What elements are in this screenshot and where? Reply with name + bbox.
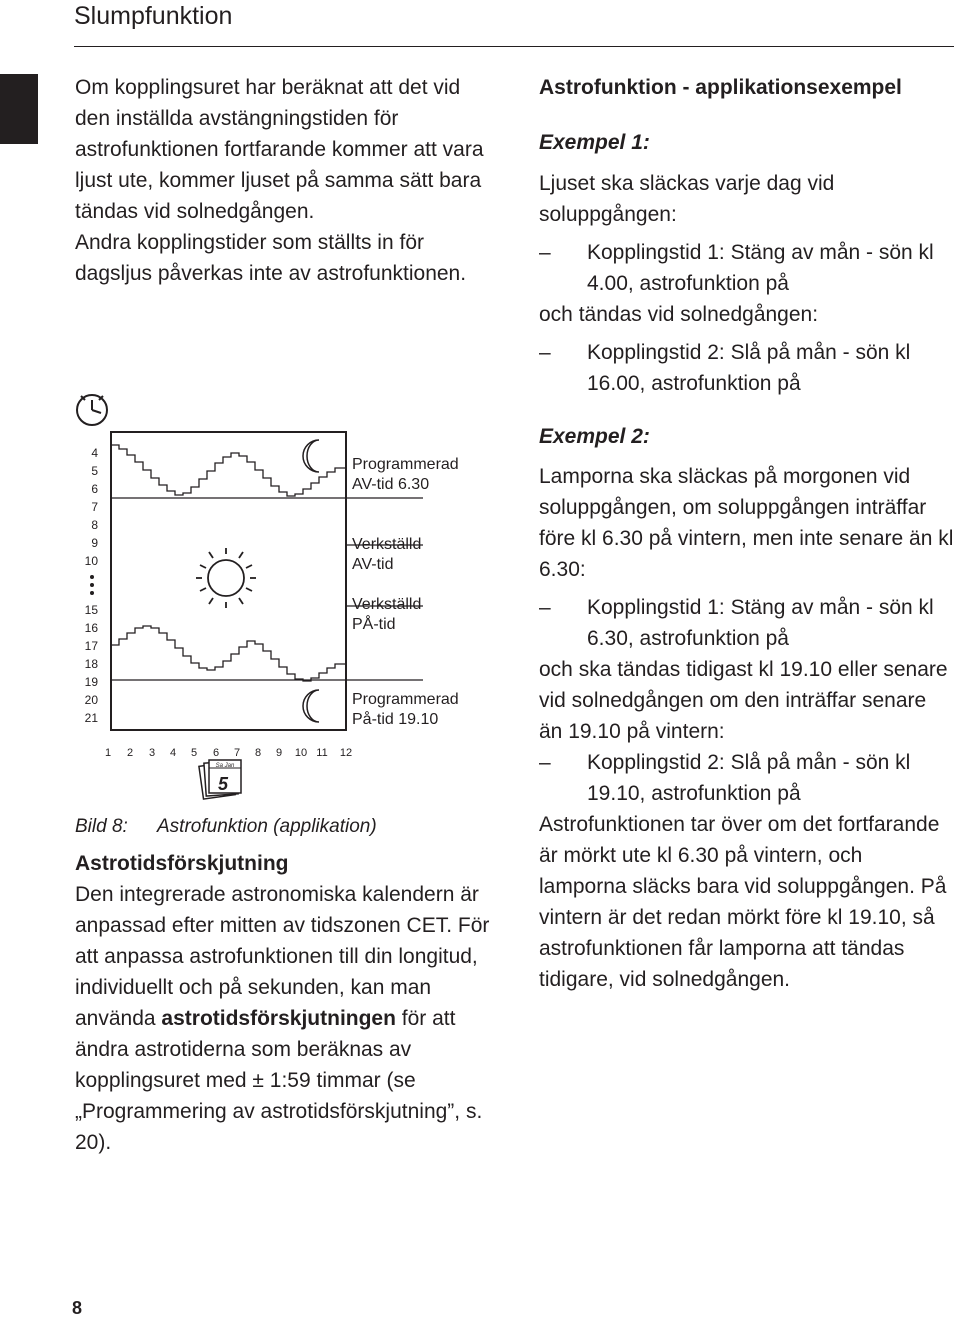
example-1-intro: Ljuset ska släckas varje dag vid soluppgången: <box>539 172 835 226</box>
chapter-tab-marker <box>0 74 38 144</box>
y-label-17: 17 <box>84 639 98 653</box>
x-label-6: 6 <box>212 747 220 759</box>
moon-icon-lower <box>303 690 319 722</box>
example-2-item-1-text: Kopplingstid 1: Stäng av mån - sön kl 6.30, astrofunktion på <box>587 596 934 650</box>
astrotid-title: Astrotidsförskjutning <box>75 852 289 875</box>
example-2-mid: och ska tändas tidigast kl 19.10 eller senare vid solnedgången om den inträffar senare än 19.10 på vintern: <box>539 658 948 743</box>
y-label-8: 8 <box>91 518 98 532</box>
y-label-6: 6 <box>91 482 98 496</box>
dash-bullet: – <box>539 341 551 364</box>
x-label-5: 5 <box>190 747 198 759</box>
example-1-item-2-text: Kopplingstid 2: Slå på mån - sön kl 16.00, astrofunktion på <box>587 341 911 395</box>
annotation-programmed-off-1: Programmerad <box>352 456 459 473</box>
x-label-10: 10 <box>294 747 308 759</box>
example-2-item-2-text: Kopplingstid 2: Slå på mån - sön kl 19.10, astrofunktion på <box>587 751 911 805</box>
example-1-mid: och tändas vid solnedgången: <box>539 303 819 326</box>
right-column <box>539 72 955 995</box>
y-label-16: 16 <box>84 621 98 635</box>
astrotid-section <box>75 848 495 1158</box>
astrotid-bold-term: astrotidsförskjutningen <box>161 1007 396 1030</box>
annotation-actual-on-1: Verkställd <box>352 596 422 613</box>
example-2-closing: Astrofunktionen tar över om det fortfarande är mörkt ute kl 6.30 på vintern, och lamporna släcks bara vid soluppgången. På vintern är det redan mörkt före kl 19.10, så astrofunktionen får lamporna att tändas tidigare, vid solnedgången. <box>539 813 947 991</box>
calendar-icon <box>199 760 241 799</box>
x-label-12: 12 <box>339 747 353 759</box>
example-2-title: Exempel 2: <box>539 425 650 448</box>
example-1-item-1-text: Kopplingstid 1: Stäng av mån - sön kl 4.00, astrofunktion på <box>587 241 934 295</box>
example-1-item-1 <box>539 237 955 299</box>
example-2-item-1 <box>539 592 955 654</box>
calendar-month: Sa Jan <box>215 763 235 769</box>
figure-number: Bild 8: <box>75 816 128 837</box>
figure-caption-text: Astrofunktion (applikation) <box>157 816 377 837</box>
astrotid-paragraph <box>75 879 495 1158</box>
y-label-15: 15 <box>84 603 98 617</box>
application-examples-title: Astrofunktion - applikationsexempel <box>539 76 902 99</box>
x-label-9: 9 <box>275 747 283 759</box>
calendar-day: 5 <box>217 774 229 794</box>
annotation-programmed-on-2: På-tid 19.10 <box>352 711 439 728</box>
annotation-programmed-on-1: Programmerad <box>352 691 459 708</box>
moon-icon <box>303 440 319 472</box>
chart-frame <box>111 432 346 730</box>
example-2-item-2 <box>539 747 955 809</box>
example-2-intro: Lamporna ska släckas på morgonen vid soluppgången, om soluppgången inträffar före kl 6.30 på vintern, men inte senare än kl 6.30: <box>539 465 954 581</box>
y-label-21: 21 <box>84 711 98 725</box>
y-label-19: 19 <box>84 675 98 689</box>
x-label-2: 2 <box>126 747 134 759</box>
annotation-actual-off-1: Verkställd <box>352 536 422 553</box>
dash-bullet: – <box>539 596 551 619</box>
y-label-7: 7 <box>91 500 98 514</box>
sun-icon <box>196 548 256 608</box>
x-label-8: 8 <box>254 747 262 759</box>
x-label-11: 11 <box>316 747 328 759</box>
intro-paragraph-2: Andra kopplingstider som ställts in för dagsljus påverkas inte av astrofunktionen. <box>75 231 467 285</box>
y-label-10: 10 <box>84 554 98 568</box>
example-1-title: Exempel 1: <box>539 131 650 154</box>
astro-diagram <box>75 390 475 800</box>
dash-bullet: – <box>539 241 551 264</box>
sunset-step-curve <box>111 626 346 681</box>
page-number: 8 <box>72 1298 83 1318</box>
x-label-1: 1 <box>104 747 112 759</box>
annotation-programmed-off-2: AV-tid 6.30 <box>352 476 430 493</box>
annotation-actual-off-2: AV-tid <box>352 556 394 573</box>
y-label-18: 18 <box>84 657 98 671</box>
annotation-actual-on-2: PÅ-tid <box>352 616 396 633</box>
clock-icon <box>77 395 107 425</box>
left-column <box>75 72 495 289</box>
intro-paragraph-1: Om kopplingsuret har beräknat att det vid den inställda avstängningstiden för astrofunktionen fortfarande kommer att vara ljust ute, kommer ljuset på samma sätt bara tändas vid solnedgången. <box>75 76 484 223</box>
x-label-7: 7 <box>233 747 241 759</box>
dash-bullet: – <box>539 751 551 774</box>
y-label-9: 9 <box>91 536 98 550</box>
x-label-4: 4 <box>169 747 177 759</box>
x-label-3: 3 <box>148 747 156 759</box>
y-label-4: 4 <box>91 446 98 460</box>
y-axis-ellipsis <box>90 575 94 595</box>
astrotid-text-b: för att ändra astrotiderna som beräknas av kopplingsuret med ± 1:59 timmar (se „Programmering av astrotidsförskjutning”, s. 20). <box>75 1007 483 1154</box>
y-label-5: 5 <box>91 464 98 478</box>
figure-caption <box>75 816 377 838</box>
running-head: Slumpfunktion <box>74 2 233 30</box>
astro-diagram-svg <box>75 390 475 800</box>
y-label-20: 20 <box>84 693 98 707</box>
example-1-item-2 <box>539 337 955 399</box>
header-rule <box>74 46 954 47</box>
astrotid-text-a: Den integrerade astronomiska kalendern är anpassad efter mitten av tidszonen CET. För att anpassa astrofunktionen till din longitud, individuellt och på sekunden, kan man använda <box>75 883 490 1030</box>
